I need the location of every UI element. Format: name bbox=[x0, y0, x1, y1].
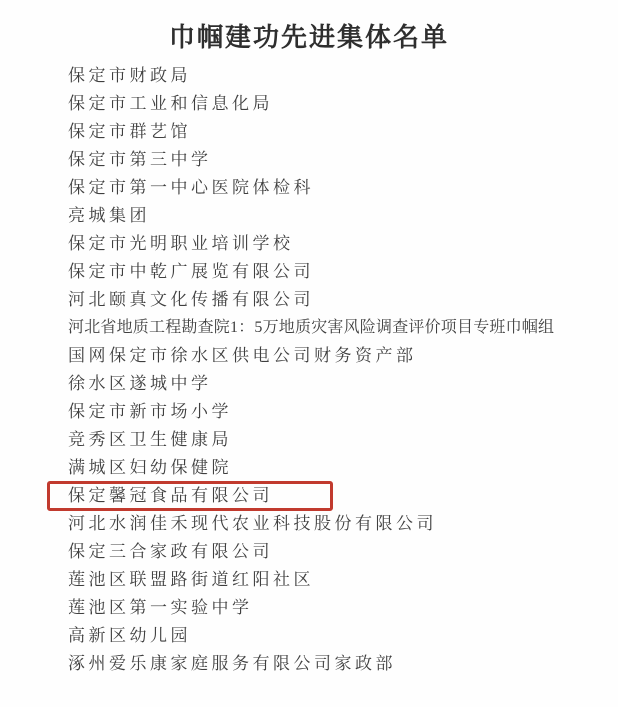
list-item-text: 莲池区联盟路街道红阳社区 bbox=[68, 570, 314, 589]
list-item bbox=[68, 258, 598, 286]
list-item-text: 河北水润佳禾现代农业科技股份有限公司 bbox=[68, 514, 437, 533]
list-item bbox=[68, 202, 598, 230]
list-item-text: 保定市第一中心医院体检科 bbox=[68, 178, 314, 197]
list-item-text: 竞秀区卫生健康局 bbox=[68, 430, 232, 449]
list-item bbox=[68, 174, 598, 202]
list-item-text: 莲池区第一实验中学 bbox=[68, 598, 253, 617]
list-item-text: 高新区幼儿园 bbox=[68, 626, 191, 645]
list-item bbox=[68, 510, 598, 538]
list-item bbox=[68, 454, 598, 482]
list-item-text: 保定市第三中学 bbox=[68, 150, 212, 169]
list-item bbox=[68, 118, 598, 146]
list-item-text: 涿州爱乐康家庭服务有限公司家政部 bbox=[68, 654, 396, 673]
list-item bbox=[68, 426, 598, 454]
list-item bbox=[68, 398, 598, 426]
list-item bbox=[68, 146, 598, 174]
list-item bbox=[68, 62, 598, 90]
list-item bbox=[68, 622, 598, 650]
list-item-text: 保定馨冠食品有限公司 bbox=[68, 486, 273, 505]
list-item bbox=[68, 342, 598, 370]
page-title: 巾帼建功先进集体名单 bbox=[168, 23, 449, 52]
list-item-text: 保定市新市场小学 bbox=[68, 402, 232, 421]
list-item bbox=[68, 314, 598, 342]
list-item bbox=[68, 286, 598, 314]
list-item bbox=[68, 594, 598, 622]
list-item bbox=[68, 230, 598, 258]
list-item-text: 保定市群艺馆 bbox=[68, 122, 191, 141]
list-item bbox=[68, 370, 598, 398]
list-item bbox=[68, 566, 598, 594]
list-item-text: 保定市工业和信息化局 bbox=[68, 94, 273, 113]
list-item-text: 徐水区遂城中学 bbox=[68, 374, 212, 393]
list-item-text: 保定市光明职业培训学校 bbox=[68, 234, 294, 253]
list-item-text: 河北颐真文化传播有限公司 bbox=[68, 290, 314, 309]
list-item bbox=[68, 650, 598, 678]
list-item-text: 国网保定市徐水区供电公司财务资产部 bbox=[68, 346, 417, 365]
list-item-text: 保定市财政局 bbox=[68, 66, 191, 85]
list-item bbox=[68, 538, 598, 566]
list-item-text: 保定三合家政有限公司 bbox=[68, 542, 273, 561]
list-item-text: 保定市中乾广展览有限公司 bbox=[68, 262, 314, 281]
recipient-list bbox=[0, 62, 618, 678]
list-item-text: 河北省地质工程勘查院1：5万地质灾害风险调查评价项目专班巾帼组 bbox=[68, 319, 555, 336]
list-item bbox=[68, 90, 598, 118]
list-item-text: 满城区妇幼保健院 bbox=[68, 458, 232, 477]
list-item-highlighted bbox=[68, 482, 598, 510]
list-item-text: 亮城集团 bbox=[68, 206, 150, 225]
